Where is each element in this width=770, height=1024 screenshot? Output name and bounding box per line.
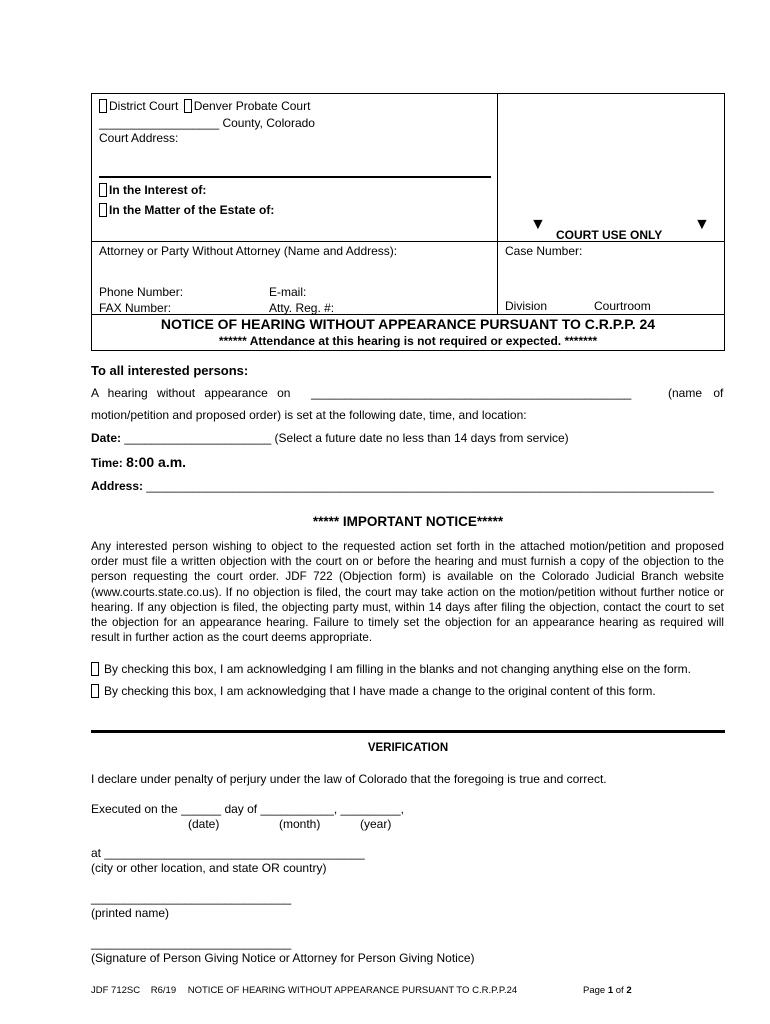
date-field[interactable]: ______________________ (Select a future date no less than 14 days from service) bbox=[124, 431, 569, 445]
acknowledge-no-change-label: By checking this box, I am acknowledging I am filling in the blanks and not changing anything else on the form. bbox=[104, 662, 692, 676]
atty-reg-label: Atty. Reg. #: bbox=[269, 301, 335, 315]
courtroom-label: Courtroom bbox=[594, 299, 651, 313]
email-label: E-mail: bbox=[269, 285, 307, 299]
attendance-subtitle: ****** Attendance at this hearing is not required or expected. ******* bbox=[218, 334, 598, 348]
printed-name-hint: (printed name) bbox=[91, 906, 170, 920]
acknowledge-changed-checkbox[interactable] bbox=[91, 684, 99, 698]
month-hint: (month) bbox=[279, 817, 321, 831]
interest-of-checkbox[interactable] bbox=[99, 183, 107, 197]
acknowledge-no-change-checkbox[interactable] bbox=[91, 662, 99, 676]
court-address-label: Court Address: bbox=[99, 131, 179, 145]
hearing-line-2: motion/petition and proposed order) is set at the following date, time, and location: bbox=[91, 408, 527, 422]
footer bbox=[91, 985, 517, 996]
verification-heading: VERIFICATION bbox=[367, 742, 449, 754]
page-number: Page 1 of 2 bbox=[583, 985, 632, 996]
time-line bbox=[91, 454, 186, 470]
estate-of-label: In the Matter of the Estate of: bbox=[109, 203, 275, 217]
acknowledge-no-change-line bbox=[91, 662, 691, 676]
section-divider bbox=[91, 730, 725, 733]
down-arrow-icon: ▼ bbox=[694, 216, 710, 233]
address-label: Address: bbox=[91, 479, 144, 493]
form-id: JDF 712SC bbox=[91, 985, 141, 996]
page-title: NOTICE OF HEARING WITHOUT APPEARANCE PURSUANT TO C.R.P.P. 24 bbox=[160, 316, 656, 332]
date-label: Date: bbox=[91, 431, 122, 445]
address-field[interactable]: _____________________________________________________________________________________ bbox=[146, 479, 714, 493]
hearing-line-end: (name of bbox=[668, 386, 724, 400]
interest-of-line bbox=[99, 183, 206, 197]
hearing-name-blank[interactable]: ________________________________________________ bbox=[311, 386, 632, 400]
address-line bbox=[91, 479, 725, 493]
phone-label: Phone Number: bbox=[99, 285, 184, 299]
declaration-text: I declare under penalty of perjury under the law of Colorado that the foregoing is true and correct. bbox=[91, 772, 607, 786]
location-hint: (city or other location, and state OR country) bbox=[91, 861, 327, 875]
hearing-line-start: A hearing without appearance on bbox=[91, 386, 291, 400]
acknowledge-changed-line bbox=[91, 684, 656, 698]
county-line: __________________ County, Colorado bbox=[99, 116, 315, 130]
to-all-heading: To all interested persons: bbox=[91, 363, 249, 378]
case-number-label: Case Number: bbox=[505, 244, 583, 258]
estate-of-checkbox[interactable] bbox=[99, 203, 107, 217]
signature-hint: (Signature of Person Giving Notice or Attorney for Person Giving Notice) bbox=[91, 951, 475, 965]
important-notice-text: Any interested person wishing to object to the requested action set forth in the attached motion/petition and proposed order must file a written objection with the court on or before the hearing and must furnish a copy of the objection to the person requesting the court order. JDF 722 (Objection form) is available on the Colorado Judicial Branch website (www.courts.state.co.us). If no objection is filed, the court may take action on the motion/petition without further notice or hearing. If any objection is filed, the objecting party must, within 14 days after filing the objection, contact the court to set the objection for an appearance hearing. Failure to timely set the objection for an appearance hearing as required will result in further action as the court deems appropriate. bbox=[91, 540, 724, 645]
attorney-label: Attorney or Party Without Attorney (Name and Address): bbox=[99, 244, 398, 258]
printed-name-field[interactable]: ______________________________ bbox=[91, 891, 292, 905]
year-hint: (year) bbox=[360, 817, 392, 831]
court-type-line bbox=[99, 99, 310, 113]
estate-of-line bbox=[99, 203, 274, 217]
acknowledge-changed-label: By checking this box, I am acknowledging that I have made a change to the original content of this form. bbox=[104, 684, 656, 698]
executed-line[interactable]: Executed on the ______ day of ___________, _________, bbox=[91, 802, 404, 816]
district-court-checkbox[interactable] bbox=[99, 99, 107, 113]
district-court-label: District Court bbox=[109, 99, 179, 113]
time-value: 8:00 a.m. bbox=[126, 454, 187, 470]
court-use-only-label: COURT USE ONLY bbox=[556, 228, 663, 242]
probate-court-label: Denver Probate Court bbox=[193, 99, 311, 113]
important-notice-heading: ***** IMPORTANT NOTICE***** bbox=[312, 514, 504, 529]
form-revision: R6/19 bbox=[150, 985, 177, 996]
interest-of-label: In the Interest of: bbox=[109, 183, 207, 197]
location-field[interactable]: at _______________________________________ bbox=[91, 846, 365, 860]
down-arrow-icon: ▼ bbox=[530, 216, 546, 233]
date-line bbox=[91, 431, 569, 445]
signature-field[interactable]: ______________________________ bbox=[91, 936, 292, 950]
footer-title: NOTICE OF HEARING WITHOUT APPEARANCE PURSUANT TO C.R.P.P.24 bbox=[187, 985, 518, 996]
probate-court-checkbox[interactable] bbox=[184, 99, 192, 113]
time-label: Time: bbox=[91, 456, 123, 470]
date-hint: (date) bbox=[188, 817, 220, 831]
division-label: Division bbox=[505, 299, 548, 313]
fax-label: FAX Number: bbox=[99, 301, 172, 315]
